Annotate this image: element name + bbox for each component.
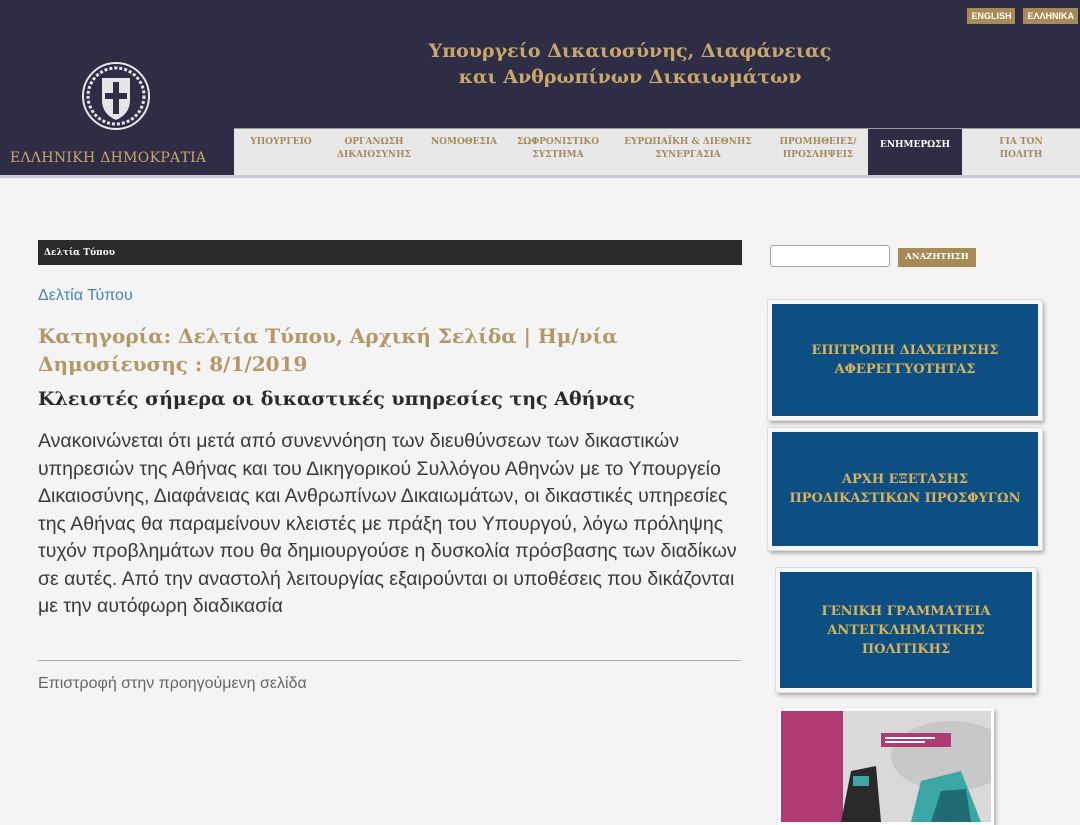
banner-insolvency-committee[interactable]: ΕΠΙΤΡΟΠΗ ΔΙΑΧΕΙΡΙΣΗΣ ΑΦΕΡΕΓΓΥΟΤΗΤΑΣ [768, 300, 1042, 420]
article-category-date: Κατηγορία: Δελτία Τύπου, Αρχική Σελίδα | Ημ/νία Δημοσίευσης : 8/1/2019 [38, 324, 618, 376]
section-title-bar: Δελτία Τύπου [38, 240, 742, 265]
banner-pretrial-appeals-authority[interactable]: ΑΡΧΗ ΕΞΕΤΑΣΗΣ ΠΡΟΔΙΚΑΣΤΙΚΩΝ ΠΡΟΣΦΥΓΩΝ [768, 428, 1042, 550]
ministry-title-line2: και Ανθρωπίνων Δικαιωμάτων [458, 66, 802, 88]
content-divider [38, 660, 742, 661]
nav-item-ministry[interactable]: ΥΠΟΥΡΓΕΙΟ [250, 137, 312, 147]
main-navigation [234, 128, 1080, 175]
publication-cover-graphic [781, 711, 991, 822]
search-input[interactable] [770, 245, 890, 267]
nav-item-procurement-hiring[interactable]: ΠΡΟΜΗΘΕΙΕΣ/ ΠΡΟΣΛΗΨΕΙΣ [779, 137, 857, 160]
language-switcher [967, 8, 1078, 24]
header-divider [0, 175, 1080, 178]
ministry-title-line1: Υπουργείο Δικαιοσύνης, Διαφάνειας [428, 40, 832, 62]
nav-item-penitentiary-system[interactable]: ΣΩΦΡΟΝΙΣΤΙΚΟ ΣΥΣΤΗΜΑ [516, 137, 600, 160]
site-header [0, 0, 1080, 175]
breadcrumb-link[interactable]: Δελτία Τύπου [38, 287, 133, 304]
nav-item-legislation[interactable]: ΝΟΜΟΘΕΣΙΑ [430, 137, 498, 147]
language-english-button[interactable]: ENGLISH [967, 8, 1015, 24]
publication-cover-image[interactable] [778, 708, 994, 825]
ministry-title[interactable] [330, 38, 930, 90]
republic-label: ΕΛΛΗΝΙΚΗ ΔΗΜΟΚΡΑΤΙΑ [10, 150, 207, 166]
article-headline: Κλειστές σήμερα οι δικαστικές υπηρεσίες της Αθήνας [38, 388, 635, 410]
article-body: Ανακοινώνεται ότι μετά από συνεννόηση των διευθύνσεων των δικαστικών υπηρεσιών της Αθήνας και του Δικηγορικού Συλλόγου Αθηνών με το Υπουργείο Δικαιοσύνης, Διαφάνειας και Ανθρωπίνων Δικαιωμάτων, οι δικαστικές υπηρεσίες της Αθήνας θα παραμείνουν κλειστές με πράξη του Υπουργού, λόγω πρόληψης τυχόν προβλημάτων που θα δημιουργούσε η δυσκολία πρόσβασης των διαδίκων σε αυτές. Από την αναστολή λειτουργίας εξαιρούνται οι υποθέσεις που δικάζονται με την αυτόφωρη διαδικασία [38, 430, 737, 617]
nav-item-european-cooperation[interactable]: ΕΥΡΩΠΑΪΚΗ & ΔΙΕΘΝΗΣ ΣΥΝΕΡΓΑΣΙΑ [624, 137, 752, 160]
back-link[interactable]: Επιστροφή στην προηγούμενη σελίδα [38, 675, 307, 692]
search-button[interactable]: ΑΝΑΖΗΤΗΣΗ [898, 248, 976, 267]
banner-anti-crime-policy-secretariat[interactable]: ΓΕΝΙΚΗ ΓΡΑΜΜΑΤΕΙΑ ΑΝΤΕΓΚΛΗΜΑΤΙΚΗΣ ΠΟΛΙΤΙΚΗΣ [776, 568, 1036, 692]
language-greek-button[interactable]: ΕΛΛΗΝΙΚΑ [1023, 8, 1078, 24]
nav-item-news[interactable]: ΕΝΗΜΕΡΩΣΗ [868, 129, 962, 176]
greek-state-emblem-icon[interactable] [80, 60, 152, 132]
nav-item-for-citizen[interactable]: ΓΙΑ ΤΟΝ ΠΟΛΙΤΗ [999, 137, 1043, 160]
nav-item-justice-organization[interactable]: ΟΡΓΑΝΩΣΗ ΔΙΚΑΙΟΣΥΝΗΣ [337, 137, 411, 160]
